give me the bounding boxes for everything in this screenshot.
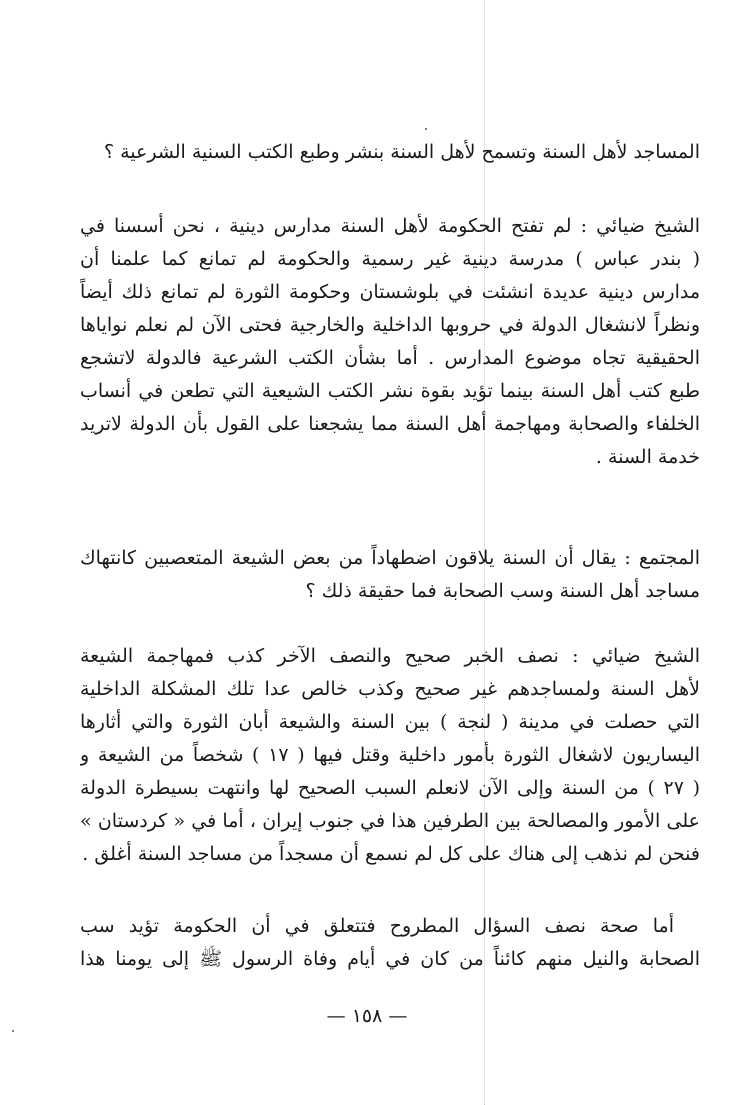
paragraph-answer-schools xyxy=(80,210,700,474)
text-line: الشيخ ضيائي : نصف الخبر صحيح والنصف الآخر كذب فمهاجمة الشيعة xyxy=(80,645,700,667)
text-line: التي حصلت في مدينة ( لنجة ) بين السنة والشيعة أبان الثورة والتي أثارها xyxy=(80,711,700,733)
text-line: اليساريون لاشغال الثورة بأمور داخلية وقتل فيها ( ١٧ ) شخصاً من الشيعة و xyxy=(80,744,700,766)
text-line: الصحابة والنيل منهم كائناً من كان في أيام وفاة الرسول ﷺ إلى يومنا هذا xyxy=(80,948,700,970)
text-line: ونظراً لانشغال الدولة في حروبها الداخلية والخارجية فحتى الآن لم نعلم نواياها xyxy=(80,314,700,336)
text-line: مدارس دينية عديدة انشئت في بلوشستان وحكومة الثورة لم تمانع ذلك أيضاً xyxy=(80,281,700,303)
text-line: خدمة السنة . xyxy=(595,446,700,468)
text-line: الشيخ ضيائي : لم تفتح الحكومة لأهل السنة مدارس دينية ، نحن أسسنا في xyxy=(80,215,700,237)
text-line: على الأمور والمصالحة بين الطرفين هذا في جنوب إيران ، أما في « كردستان » xyxy=(80,810,700,832)
paragraph-question-persecution xyxy=(80,542,700,608)
text-line: الخلفاء والصحابة ومهاجمة أهل السنة مما يشجعنا على القول بأن الدولة لاتريد xyxy=(80,413,700,435)
text-line: فنحن لم نذهب إلى هناك على كل لم نسمع أن مسجداً من مساجد السنة أغلق . xyxy=(82,843,700,865)
page-number: — ١٥٨ — xyxy=(326,1005,408,1027)
text-line: ( بندر عباس ) مدرسة دينية غير رسمية والحكومة لم تمانع كما علمنا أن xyxy=(80,248,700,270)
paragraph-companions xyxy=(80,910,700,976)
text-line: طبع كتب أهل السنة بينما تؤيد بقوة نشر الكتب الشيعية التي تطعن في أنساب xyxy=(80,380,700,402)
text-line: أما صحة نصف السؤال المطروح فتتعلق في أن الحكومة تؤيد سب xyxy=(80,915,674,937)
paragraph-question-end xyxy=(80,136,700,169)
text-line: مساجد أهل السنة وسب الصحابة فما حقيقة ذلك ؟ xyxy=(305,580,700,602)
text-line: المجتمع : يقال أن السنة يلاقون اضطهاداً من بعض الشيعة المتعصبين كانتهاك xyxy=(80,547,700,569)
text-line: المساجد لأهل السنة وتسمح لأهل السنة بنشر وطبع الكتب السنية الشرعية ؟ xyxy=(103,141,700,163)
scan-speck xyxy=(12,1030,14,1032)
scan-speck xyxy=(425,128,427,130)
text-line: لأهل السنة ولمساجدهم غير صحيح وكذب خالص عدا تلك المشكلة الداخلية xyxy=(80,678,700,700)
text-line: الحقيقية تجاه موضوع المدارس . أما بشأن الكتب الشرعية فالدولة لاتشجع xyxy=(80,347,700,369)
text-line: ( ٢٧ ) من السنة وإلى الآن لانعلم السبب الصحيح لها وانتهت بسيطرة الدولة xyxy=(80,777,700,799)
paragraph-answer-persecution xyxy=(80,640,700,871)
